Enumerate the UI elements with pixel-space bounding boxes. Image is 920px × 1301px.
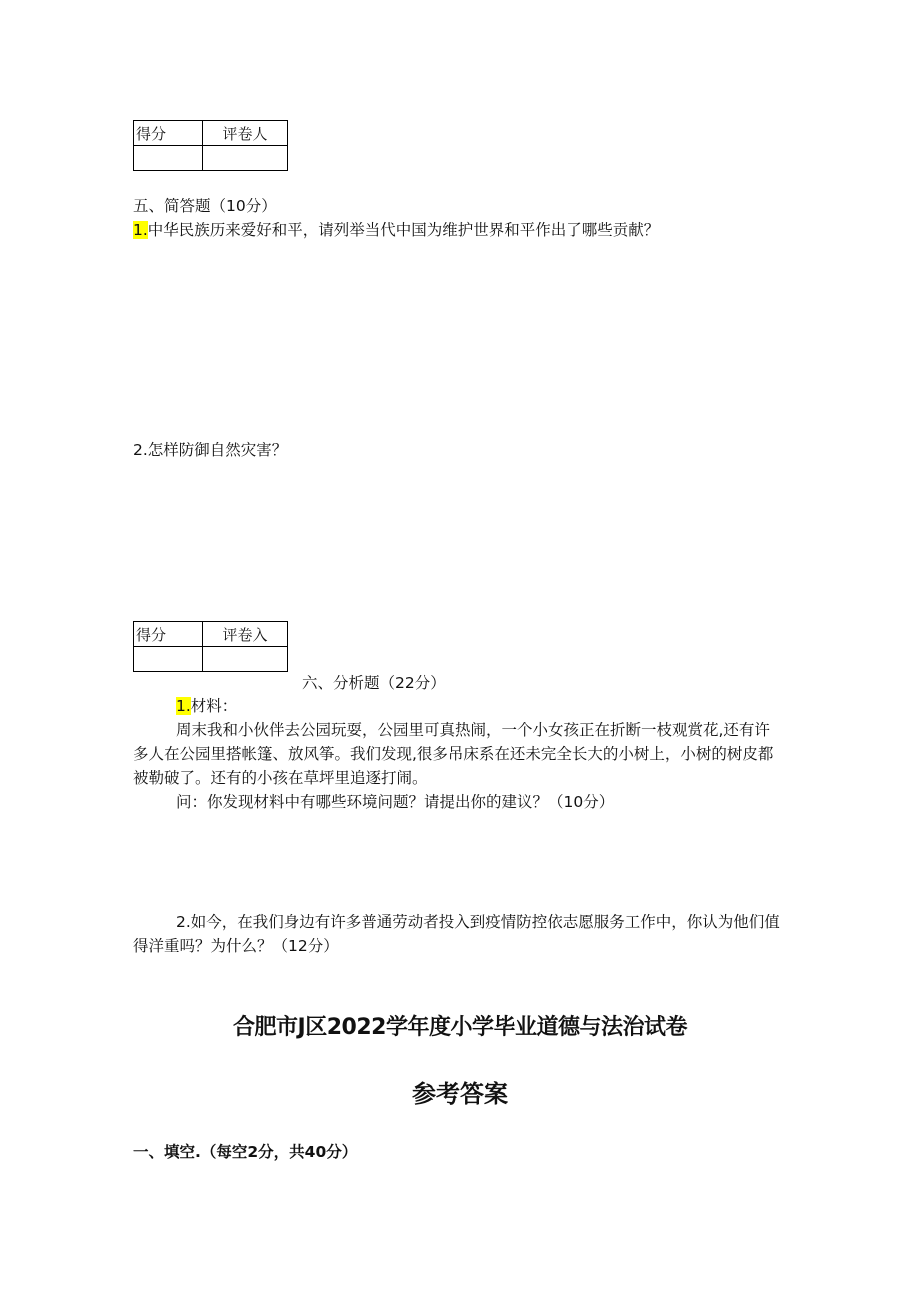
question-2-line: 2.如今，在我们身边有许多普通劳动者投入到疫情防控依志愿服务工作中，你认为他们值 bbox=[176, 913, 780, 931]
grader-label: 评卷入 bbox=[203, 622, 288, 647]
material-line: 被勒破了。还有的小孩在草坪里追逐打闹。 bbox=[133, 769, 428, 787]
score-label: 得分 bbox=[134, 121, 203, 146]
question-text: 中华民族历来爱好和平，请列举当代中国为维护世界和平作出了哪些贡献？ bbox=[147, 221, 660, 239]
answer-subtitle: 参考答案 bbox=[412, 1080, 508, 1108]
answer-title: 合肥市J区2022学年度小学毕业道德与法治试卷 bbox=[233, 1015, 687, 1040]
section-heading-6: 六、分析题（22分） bbox=[302, 674, 446, 692]
material-line: 多人在公园里搭帐篷、放风筝。我们发现,很多吊床系在还未完全长大的小树上，小树的树皮都 bbox=[133, 745, 774, 763]
grader-label: 评卷人 bbox=[203, 121, 288, 146]
answer-section-heading: 一、填空.（每空2分，共40分） bbox=[133, 1143, 358, 1161]
score-table bbox=[133, 120, 288, 171]
question-2-line: 得洋重吗？为什么？（12分） bbox=[133, 937, 339, 955]
grader-cell bbox=[203, 146, 288, 171]
material-label-text: 材料： bbox=[190, 697, 238, 715]
material-line: 周末我和小伙伴去公园玩耍，公园里可真热闹，一个小女孩正在折断一枝观赏花,还有许 bbox=[176, 721, 770, 739]
question-2: 2.怎样防御自然灾害？ bbox=[133, 441, 288, 459]
section-heading: 五、简答题（10分） bbox=[133, 197, 277, 215]
question-number: 1. bbox=[133, 221, 148, 239]
material-question: 问：你发现材料中有哪些环境问题？请提出你的建议？（10分） bbox=[176, 793, 615, 811]
score-cell bbox=[134, 146, 203, 171]
question-number: 1. bbox=[176, 697, 191, 715]
question-1 bbox=[133, 218, 659, 242]
score-cell bbox=[134, 647, 203, 672]
score-label: 得分 bbox=[134, 622, 203, 647]
score-table-2 bbox=[133, 621, 288, 672]
material-label bbox=[176, 694, 237, 718]
grader-cell bbox=[203, 647, 288, 672]
